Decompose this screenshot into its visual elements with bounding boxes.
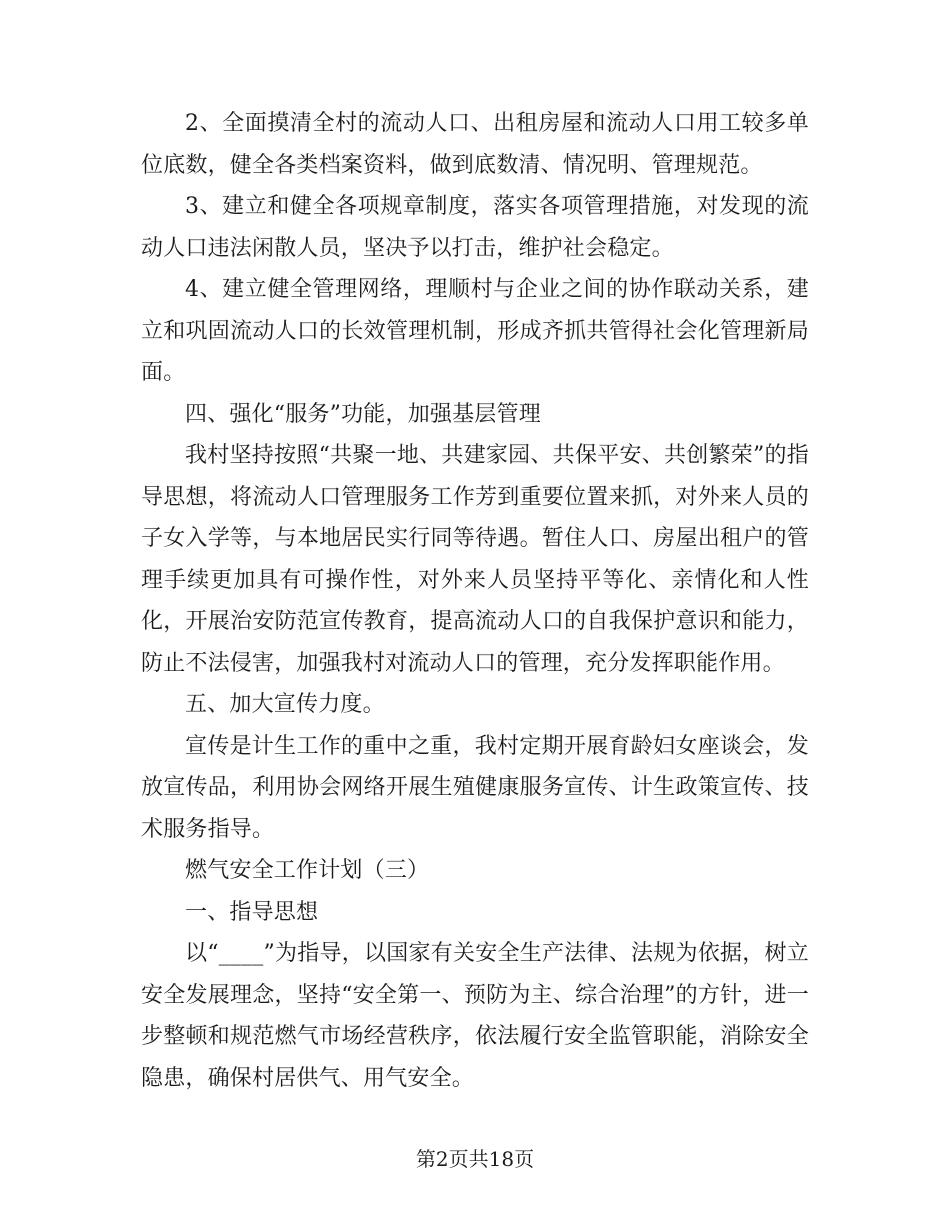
paragraph-item-4: 4、建立健全管理网络，理顺村与企业之间的协作联动关系，建立和巩固流动人口的长效管理机制，形成齐抓共管得社会化管理新局面。: [141, 277, 809, 385]
document-subtitle: 燃气安全工作计划（三）: [185, 858, 430, 883]
section-heading-five: 五、加大宣传力度。: [185, 692, 385, 717]
document-body: [141, 103, 809, 1099]
paragraph-item-3: 3、建立和健全各项规章制度，落实各项管理措施，对发现的流动人口违法闲散人员，坚决予以打击，维护社会稳定。: [141, 194, 809, 261]
section-heading-one: 一、指导思想: [185, 899, 319, 925]
paragraph-publicity: 宣传是计生工作的重中之重，我村定期开展育龄妇女座谈会，发放宣传品，利用协会网络开展生殖健康服务宣传、计生政策宣传、技术服务指导。: [141, 733, 809, 842]
page-number-footer: 第2页共18页: [415, 1147, 535, 1171]
paragraph-service: 我村坚持按照“共聚一地、共建家园、共保平安、共创繁荣”的指导思想，将流动人口管理服务工作芳到重要位置来抓，对外来人员的子女入学等，与本地居民实行同等待遇。暂住人口、房屋出租户的管理手续更加具有可操作性，对外来人员坚持平等化、亲情化和人性化，开展治安防范宣传教育，提高流动人口的自我保护意识和能力，防止不法侵害，加强我村对流动人口的管理，充分发挥职能作用。: [141, 443, 809, 676]
paragraph-guiding-thought: 以“____”为指导，以国家有关安全生产法律、法规为依据，树立安全发展理念，坚持“安全第一、预防为主、综合治理”的方针，进一步整顿和规范燃气市场经营秩序，依法履行安全监管职能，消除安全隐患，确保村居供气、用气安全。: [141, 941, 809, 1091]
section-heading-four: 四、强化“服务”功能，加强基层管理: [185, 401, 541, 427]
paragraph-item-2: 2、全面摸清全村的流动人口、出租房屋和流动人口用工较多单位底数，健全各类档案资料，做到底数清、情况明、管理规范。: [141, 111, 809, 178]
